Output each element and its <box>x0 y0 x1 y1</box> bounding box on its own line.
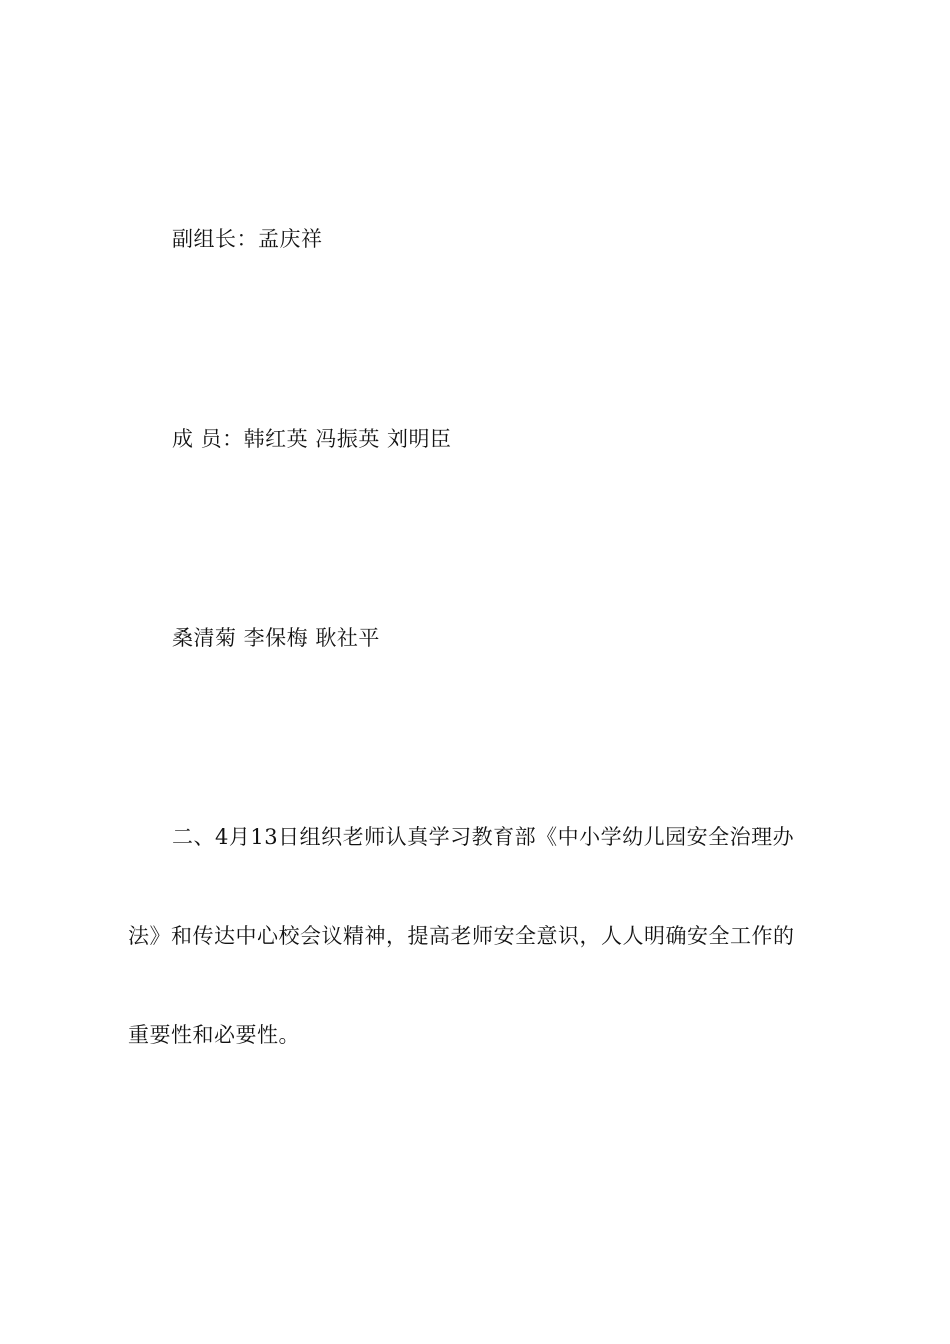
members-line: 成 员：韩红英 冯振英 刘明臣 <box>172 427 452 451</box>
paragraph-line-2: 法》和传达中心校会议精神，提高老师安全意识，人人明确安全工作的 <box>128 924 795 948</box>
members-continued-line: 桑清菊 李保梅 耿社平 <box>172 626 380 650</box>
paragraph-line-1: 二、4月13日组织老师认真学习教育部《中小学幼儿园安全治理办 <box>172 825 795 849</box>
deputy-leader-line: 副组长：孟庆祥 <box>172 227 323 251</box>
paragraph-line-3: 重要性和必要性。 <box>128 1023 300 1047</box>
